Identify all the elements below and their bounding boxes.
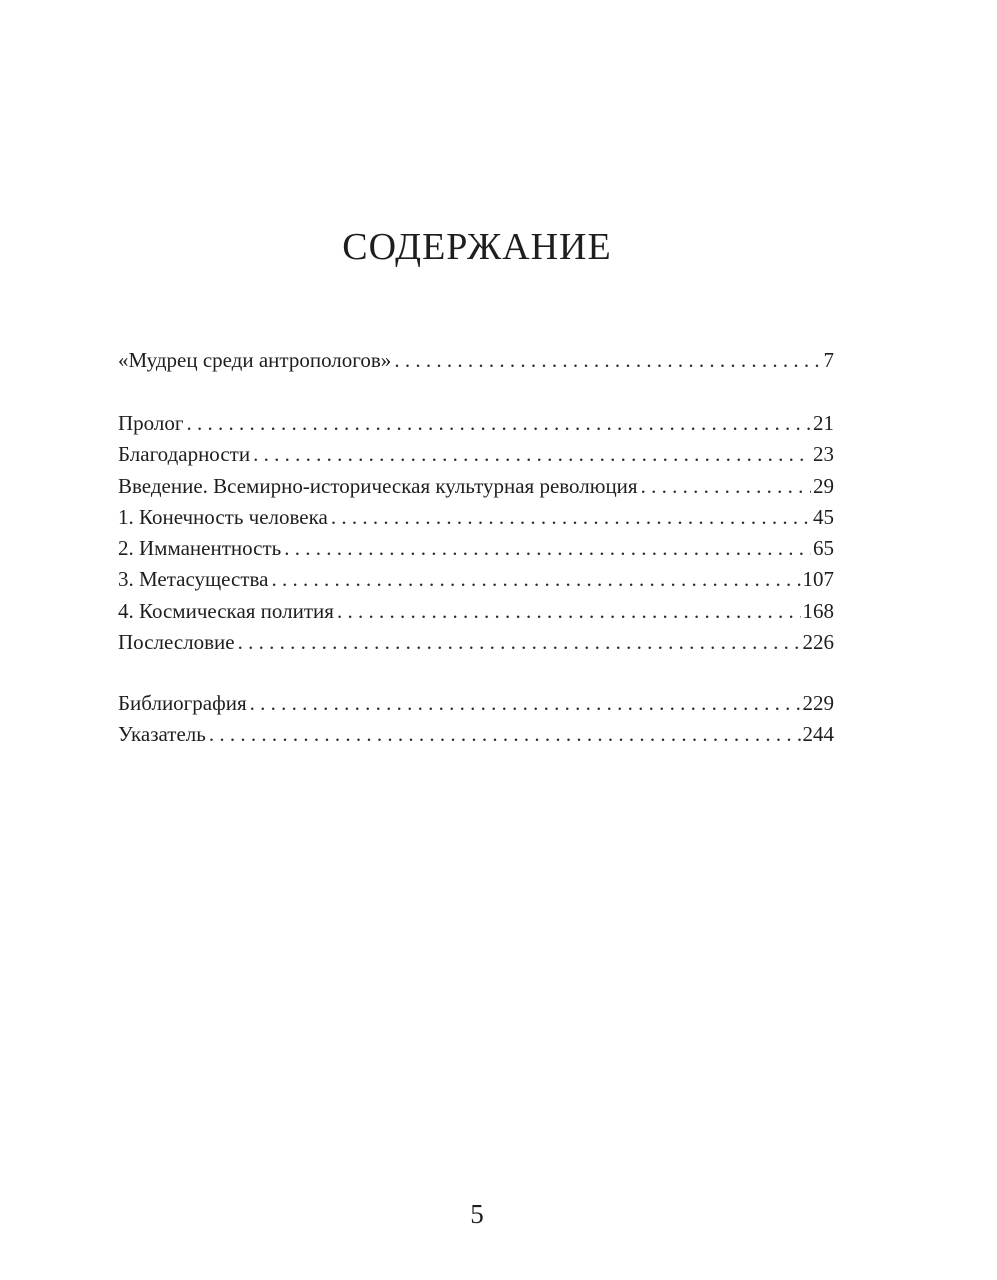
- toc-entry-page: 65: [813, 536, 834, 561]
- toc-leader-dots: [641, 471, 811, 502]
- toc-entry-label: 3. Метасущества: [118, 567, 269, 592]
- toc-entry-label: «Мудрец среди антропологов»: [118, 348, 392, 372]
- toc-leader-dots: [250, 688, 801, 719]
- toc-leader-dots: [186, 408, 811, 439]
- toc-entry-page: 45: [813, 504, 834, 529]
- toc-entry-label: 2. Имманентность: [118, 536, 282, 561]
- toc-group-main: [118, 408, 834, 658]
- toc-entry-label: Введение. Всемирно-историческая культурная революция: [118, 473, 638, 498]
- toc-leader-dots: [337, 596, 801, 627]
- toc-entry-page: 107: [802, 567, 834, 592]
- toc-entry-label: Пролог: [118, 411, 184, 435]
- toc-leader-dots: [272, 564, 801, 595]
- toc-leader-dots: [253, 439, 811, 470]
- toc-leader-dots: [331, 502, 811, 533]
- toc-entry-page: 29: [813, 473, 834, 498]
- toc-entry: [118, 471, 834, 502]
- toc-entry-label: Указатель: [118, 722, 206, 747]
- toc-entry: [118, 688, 834, 719]
- toc-entry: [118, 408, 834, 439]
- toc-entry-label: Благодарности: [118, 442, 251, 467]
- toc-entry-label: Послесловие: [118, 630, 235, 655]
- toc-entry: [118, 502, 834, 533]
- toc-group-back-matter: [118, 688, 834, 751]
- toc-entry-label: 4. Космическая полития: [118, 598, 334, 623]
- toc-entry: [118, 596, 834, 627]
- toc-entry-page: 229: [802, 691, 834, 715]
- toc-entry-page: 7: [823, 348, 834, 372]
- toc-group-preface: [118, 345, 834, 376]
- toc-entry: [118, 564, 834, 595]
- toc-leader-dots: [284, 533, 811, 564]
- toc-entry: [118, 439, 834, 470]
- toc-entry: [118, 533, 834, 564]
- toc-entry-page: 21: [813, 411, 834, 435]
- toc-entry: [118, 719, 834, 750]
- toc-entry-page: 226: [802, 630, 834, 655]
- toc-entry: [118, 345, 834, 376]
- toc-leader-dots: [238, 627, 801, 658]
- toc-leader-dots: [209, 719, 801, 750]
- toc-entry-page: 23: [813, 442, 834, 467]
- toc-entry-page: 244: [802, 722, 834, 747]
- toc-entry-label: Библиография: [118, 691, 247, 715]
- page-number: 5: [470, 1199, 484, 1229]
- toc-entry-page: 168: [802, 598, 834, 623]
- toc-entry-label: 1. Конечность человека: [118, 504, 328, 529]
- page-title: СОДЕРЖАНИЕ: [342, 226, 612, 268]
- toc-entry: [118, 627, 834, 658]
- toc-leader-dots: [394, 345, 821, 376]
